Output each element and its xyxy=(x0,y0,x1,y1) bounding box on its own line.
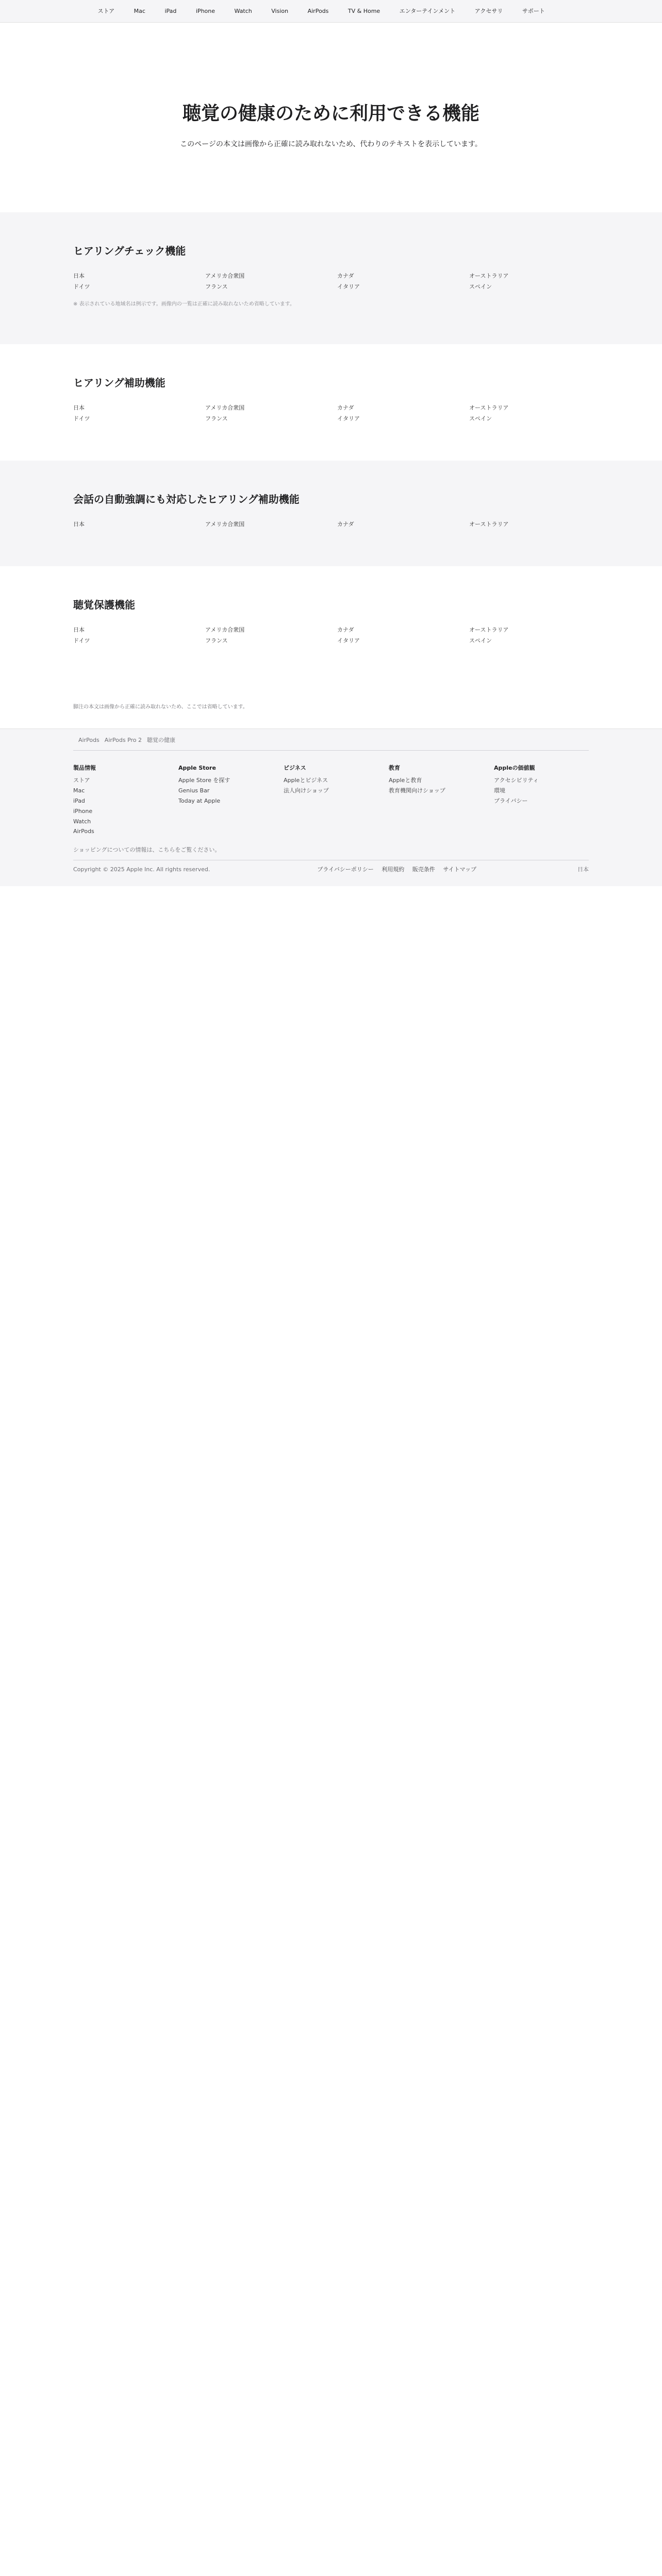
footer-link[interactable]: Today at Apple xyxy=(178,798,221,805)
nav-item-tv-home[interactable]: TV & Home xyxy=(347,7,380,14)
footer-link[interactable]: iPhone xyxy=(73,807,93,815)
nav-item-airpods[interactable]: AirPods xyxy=(307,7,329,14)
region-list xyxy=(73,271,589,293)
region-item: フランス xyxy=(205,637,228,645)
footer-column-title: 教育 xyxy=(389,764,400,771)
region-item: アメリカ合衆国 xyxy=(205,404,245,412)
footer-link[interactable]: Appleとビジネス xyxy=(284,777,328,784)
region-item: ドイツ xyxy=(73,637,90,645)
region-item: 日本 xyxy=(73,521,85,528)
region-item: オーストラリア xyxy=(469,626,509,634)
region-item: カナダ xyxy=(337,272,354,279)
region-item: イタリア xyxy=(337,637,360,645)
footer-link[interactable]: 法人向けショップ xyxy=(284,787,329,794)
region-list xyxy=(73,519,589,530)
nav-item-accessories[interactable]: アクセサリ xyxy=(474,7,503,14)
footer-link[interactable]: Apple Store を探す xyxy=(178,777,230,784)
footnotes xyxy=(73,683,589,729)
hero-body: このページの本文は画像から正確に読み取れないため、代わりのテキストを表示しています。 xyxy=(180,140,482,148)
footer-columns xyxy=(73,759,589,837)
footer-column xyxy=(494,759,589,837)
region-item: オーストラリア xyxy=(469,521,509,528)
footer-legal xyxy=(73,866,589,874)
footer-link[interactable]: iPad xyxy=(73,798,85,805)
breadcrumb-item: 聴覚の健康 xyxy=(147,737,176,744)
region-item: アメリカ合衆国 xyxy=(205,521,245,528)
region-item: アメリカ合衆国 xyxy=(205,626,245,634)
legal-links xyxy=(311,866,476,874)
section-hearing-protection xyxy=(0,566,662,683)
section-title: 会話の自動強調にも対応したヒアリング補助機能 xyxy=(73,493,300,506)
footer-shop-text: ショッピングについての情報は、こちらをご覧ください。 xyxy=(73,846,589,860)
section-hearing-test xyxy=(0,212,662,345)
footer-column-title: Appleの価値観 xyxy=(494,764,535,771)
footer-link[interactable]: Watch xyxy=(73,818,91,825)
nav-item-ipad[interactable]: iPad xyxy=(164,7,177,14)
section-hearing-aid-auto xyxy=(0,461,662,566)
footer-link[interactable]: 環境 xyxy=(494,787,505,794)
region-item: スペイン xyxy=(469,415,492,422)
legal-link[interactable]: プライバシーポリシー xyxy=(317,866,374,873)
footer-column xyxy=(284,759,378,837)
footer-link[interactable]: アクセシビリティ xyxy=(494,777,539,784)
region-list xyxy=(73,403,589,425)
section-hearing-aid xyxy=(0,344,662,461)
footer-column-title: Apple Store xyxy=(178,764,216,771)
region-item: オーストラリア xyxy=(469,404,509,412)
footer-link[interactable]: AirPods xyxy=(73,828,94,835)
footer-column-title: 製品情報 xyxy=(73,764,96,771)
region-item: カナダ xyxy=(337,521,354,528)
region-item: 日本 xyxy=(73,272,85,279)
region-item: イタリア xyxy=(337,283,360,290)
region-item: アメリカ合衆国 xyxy=(205,272,245,279)
region-selector[interactable]: 日本 xyxy=(577,866,589,873)
region-item: カナダ xyxy=(337,626,354,634)
nav-item-store[interactable]: ストア xyxy=(97,7,115,14)
region-item: カナダ xyxy=(337,404,354,412)
breadcrumb xyxy=(73,736,589,751)
global-nav xyxy=(0,0,662,23)
hero xyxy=(130,23,532,212)
footer-column xyxy=(389,759,484,837)
footer-link[interactable]: Mac xyxy=(73,787,85,794)
global-nav-inner xyxy=(78,0,584,23)
region-item: フランス xyxy=(205,415,228,422)
region-item: ドイツ xyxy=(73,415,90,422)
region-item: スペイン xyxy=(469,637,492,645)
section-title: ヒアリングチェック機能 xyxy=(73,244,186,257)
nav-item-vision[interactable]: Vision xyxy=(271,7,289,14)
footer-link[interactable]: 教育機関向けショップ xyxy=(389,787,445,794)
legal-link[interactable]: 販売条件 xyxy=(412,866,435,873)
nav-item-watch[interactable]: Watch xyxy=(234,7,252,14)
footer-link[interactable]: Genius Bar xyxy=(178,787,210,794)
region-item: フランス xyxy=(205,283,228,290)
footer xyxy=(0,728,662,886)
footer-link[interactable]: ストア xyxy=(73,777,90,784)
section-title: 聴覚保護機能 xyxy=(73,599,135,612)
region-list xyxy=(73,625,589,647)
nav-item-entertainment[interactable]: エンターテインメント xyxy=(399,7,456,14)
nav-item-iphone[interactable]: iPhone xyxy=(195,7,216,14)
region-item: ドイツ xyxy=(73,283,90,290)
region-item: イタリア xyxy=(337,415,360,422)
region-item: スペイン xyxy=(469,283,492,290)
page-title: 聴覚の健康のために利用できる機能 xyxy=(182,103,479,124)
footer-column-title: ビジネス xyxy=(284,764,306,771)
footnote: 脚注の本文は画像から正確に読み取れないため、ここでは省略しています。 xyxy=(73,704,248,710)
footer-column xyxy=(178,759,273,837)
illustrative-note: ※ 表示されている地域名は例示です。画像内の一覧は正確に読み取れないため省略しています。 xyxy=(73,301,295,308)
region-item: 日本 xyxy=(73,626,85,634)
nav-item-support[interactable]: サポート xyxy=(522,7,545,14)
breadcrumb-item[interactable]: AirPods Pro 2 xyxy=(104,737,142,744)
legal-link[interactable]: 利用規約 xyxy=(382,866,405,873)
nav-item-mac[interactable]: Mac xyxy=(134,7,145,14)
footer-link[interactable]: Appleと教育 xyxy=(389,777,422,784)
section-title: ヒアリング補助機能 xyxy=(73,377,166,389)
copyright: Copyright © 2025 Apple Inc. All rights reserved. xyxy=(73,866,210,873)
region-item: 日本 xyxy=(73,404,85,412)
breadcrumb-item[interactable]: AirPods xyxy=(78,737,100,744)
footer-link[interactable]: プライバシー xyxy=(494,798,528,805)
legal-link[interactable]: サイトマップ xyxy=(443,866,477,873)
region-item: オーストラリア xyxy=(469,272,509,279)
footer-column xyxy=(73,759,168,837)
